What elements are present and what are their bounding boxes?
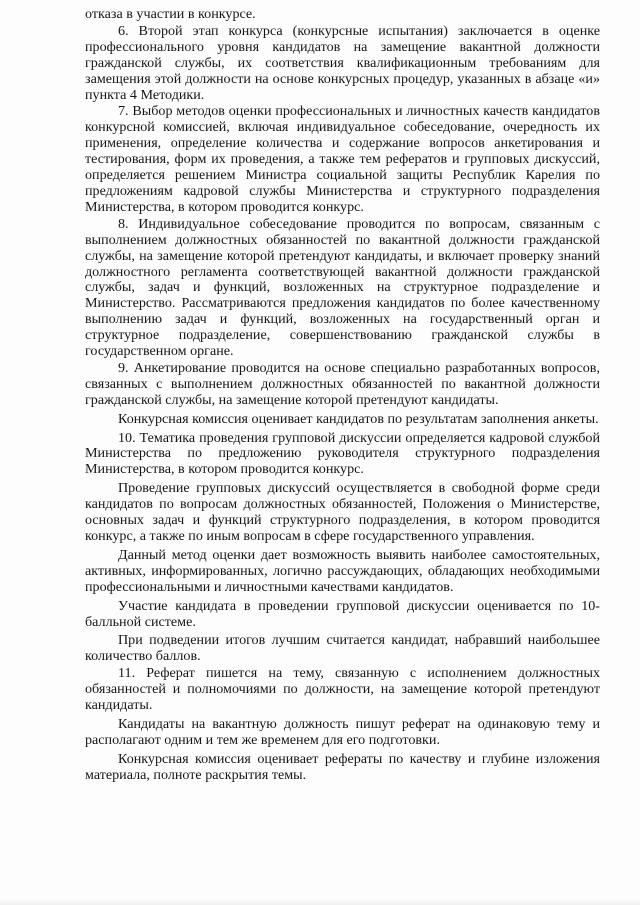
- paragraph-essay-evaluation: Конкурсная комиссия оценивает рефераты по качеству и глубине изложения материала, полноте раскрытия темы.: [85, 750, 600, 783]
- paragraph-item-8: 8. Индивидуальное собеседование проводится по вопросам, связанным с выполнением должностных обязанностей по вакантной должности гражданской службы, на замещение которой претендуют кандидаты, и включает проверку знаний должностного регламента соответствующей вакантной должности гражданской службы, задач и функций, возложенных на структурное подразделение и Министерство. Рассматриваются предложения кандидатов по более качественному выполнению задач и функций, возложенных на государственный орган и структурное подразделение, совершенствованию гражданской службы в государственном органе.: [85, 215, 600, 360]
- paragraph-item-6: 6. Второй этап конкурса (конкурсные испытания) заключается в оценке профессионального уровня кандидатов на замещение вакантной должности гражданской службы, их соответствия квалификационным требованиям для замещения этой должности на основе конкурсных процедур, указанных в абзаце «и» пункта 4 Методики.: [85, 22, 600, 103]
- scan-bottom-edge: [0, 899, 640, 905]
- paragraph-item-10: 10. Тематика проведения групповой дискуссии определяется кадровой службой Министерства по предложению руководителя структурного подразделения Министерства, в котором проводится конкурс.: [85, 429, 600, 478]
- paragraph-method-purpose: Данный метод оценки дает возможность выявить наиболее самостоятельных, активных, информированных, логично рассуждающих, обладающих необходимыми профессиональными и личностными качествами кандидатов.: [85, 546, 600, 595]
- paragraph-item-7: 7. Выбор методов оценки профессиональных и личностных качеств кандидатов конкурсной комиссией, включая индивидуальное собеседование, очередность их применения, определение количества и содержание вопросов анкетирования и тестирования, форм их проведения, а также тем рефератов и групповых дискуссий, определяется решением Министра социальной защиты Республик Карелия по предложениям кадровой службы Министерства и структурного подразделения Министерства, в котором проводится конкурс.: [85, 103, 600, 215]
- paragraph-questionnaire-evaluation: Конкурсная комиссия оценивает кандидатов по результатам заполнения анкеты.: [118, 410, 599, 427]
- document-body: [85, 7, 600, 785]
- paragraph-group-discussion-form: Проведение групповых дискуссий осуществляется в свободной форме среди кандидатов по вопросам должностных обязанностей, Положения о Министерстве, основных задач и функций структурного подразделения, в котором проводится конкурс, а также по иным вопросам в сфере государственного управления.: [85, 480, 600, 544]
- paragraph-continuation: отказа в участии в конкурсе.: [85, 6, 256, 22]
- paragraph-results-summary: При подведении итогов лучшим считается кандидат, набравший наибольшее количество баллов.: [85, 632, 600, 665]
- paragraph-scoring-system: Участие кандидата в проведении групповой дискуссии оценивается по 10-балльной системе.: [85, 597, 600, 630]
- paragraph-essay-conditions: Кандидаты на вакантную должность пишут реферат на одинаковую тему и располагают одним и тем же временем для его подготовки.: [85, 715, 600, 748]
- paragraph-item-11: 11. Реферат пишется на тему, связанную с исполнением должностных обязанностей и полномочиями по должности, на замещение которой претендуют кандидаты.: [85, 665, 600, 714]
- paragraph-item-9: 9. Анкетирование проводится на основе специально разработанных вопросов, связанных с выполнением должностных обязанностей по вакантной должности гражданской службы, на замещение которой претендуют кандидаты.: [85, 359, 600, 408]
